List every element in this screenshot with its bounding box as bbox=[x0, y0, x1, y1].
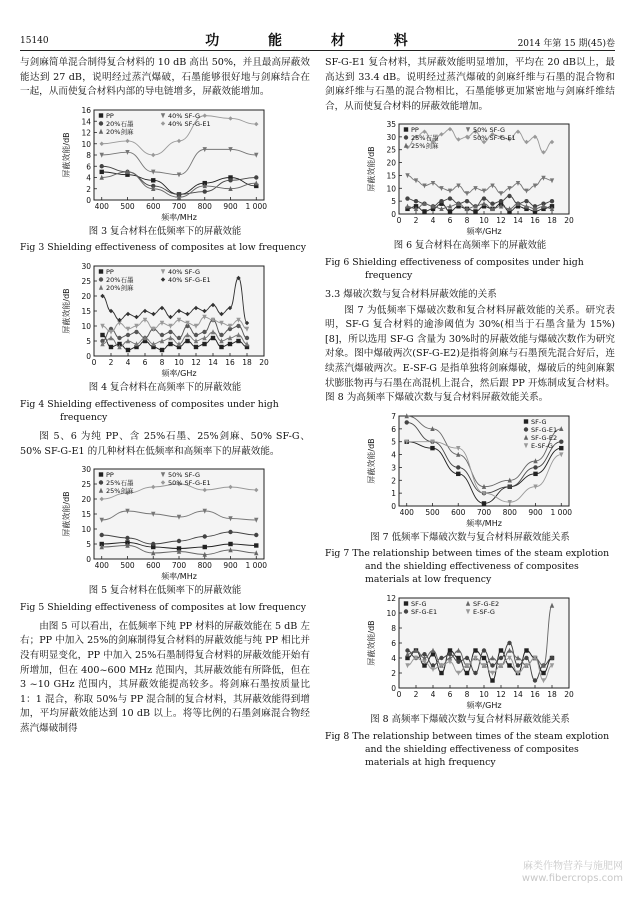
data-point bbox=[254, 543, 258, 547]
x-tick-label: 600 bbox=[451, 507, 466, 517]
fig7-chart bbox=[365, 410, 575, 530]
y-tick-label: 8 bbox=[86, 150, 91, 160]
x-axis-label: 频率/GHz bbox=[466, 227, 502, 237]
fig3-chart bbox=[60, 104, 270, 224]
data-point bbox=[524, 649, 528, 653]
y-axis-label: 屏蔽效能/dB bbox=[62, 288, 71, 335]
issue-info: 2014 年第 15 期(45)卷 bbox=[517, 39, 615, 49]
legend-marker bbox=[99, 278, 103, 282]
legend-label: PP bbox=[411, 126, 419, 135]
data-point bbox=[177, 336, 181, 340]
y-tick-label: 15 bbox=[81, 510, 91, 520]
y-tick-label: 16 bbox=[81, 105, 91, 115]
y-tick-label: 5 bbox=[391, 437, 396, 447]
x-tick-label: 1 000 bbox=[245, 561, 268, 571]
y-tick-label: 2 bbox=[86, 184, 91, 194]
paragraph-fig56-intro: 图 5、6 为纯 PP、含 25%石墨、25%剑麻、50% SF-G、50% SF-G-E1 的几种材料在低频率和高频率下的屏蔽效能。 bbox=[20, 430, 310, 457]
y-tick-label: 25 bbox=[81, 480, 91, 490]
data-point bbox=[228, 530, 232, 534]
x-tick-label: 1 000 bbox=[550, 507, 573, 517]
x-tick-label: 400 bbox=[94, 201, 109, 211]
fig4-chart bbox=[60, 260, 270, 380]
y-tick-label: 10 bbox=[81, 525, 91, 535]
x-tick-label: 18 bbox=[547, 690, 557, 700]
x-axis-label: 频率/GHz bbox=[161, 369, 197, 379]
data-point bbox=[507, 664, 511, 668]
legend-label: 40% SF-G-E1 bbox=[168, 119, 211, 128]
legend-label: 20%剑麻 bbox=[106, 284, 134, 293]
y-tick-label: 2 bbox=[391, 669, 396, 679]
y-tick-label: 5 bbox=[86, 540, 91, 550]
data-point bbox=[448, 210, 452, 214]
y-tick-label: 20 bbox=[386, 158, 396, 168]
legend-label: SF-G bbox=[531, 417, 547, 426]
data-point bbox=[550, 656, 554, 660]
x-tick-label: 1 000 bbox=[245, 201, 268, 211]
data-point bbox=[168, 342, 172, 346]
y-tick-label: 30 bbox=[81, 465, 91, 475]
data-point bbox=[456, 471, 460, 475]
legend-label: 25%石墨 bbox=[106, 479, 134, 488]
fig3-caption-cn: 图 3 复合材料在低频率下的屏蔽效能 bbox=[88, 225, 242, 237]
data-point bbox=[482, 656, 486, 660]
x-tick-label: 600 bbox=[146, 561, 161, 571]
x-tick-label: 8 bbox=[159, 358, 165, 368]
data-point bbox=[203, 545, 207, 549]
x-axis-label: 频率/GHz bbox=[466, 701, 502, 711]
data-point bbox=[203, 534, 207, 538]
y-tick-label: 35 bbox=[386, 120, 396, 130]
x-tick-label: 12 bbox=[191, 358, 201, 368]
data-point bbox=[168, 330, 172, 334]
data-point bbox=[516, 664, 520, 668]
y-tick-label: 25 bbox=[386, 146, 396, 156]
data-point bbox=[160, 348, 164, 352]
data-point bbox=[211, 336, 215, 340]
legend-label: E-SF-G bbox=[473, 608, 495, 617]
data-point bbox=[245, 336, 249, 340]
x-tick-label: 14 bbox=[513, 690, 523, 700]
watermark bbox=[522, 861, 623, 885]
data-point bbox=[430, 446, 434, 450]
legend-label: 50% SF-G bbox=[168, 471, 200, 480]
legend-marker bbox=[99, 472, 103, 476]
y-tick-label: 20 bbox=[81, 495, 91, 505]
x-tick-label: 14 bbox=[513, 216, 523, 226]
x-tick-label: 12 bbox=[496, 690, 506, 700]
data-point bbox=[473, 671, 477, 675]
y-tick-label: 2 bbox=[391, 476, 396, 486]
data-point bbox=[456, 660, 460, 664]
fig6-chart bbox=[365, 118, 575, 238]
y-tick-label: 5 bbox=[391, 197, 396, 207]
y-tick-label: 7 bbox=[391, 411, 396, 421]
fig4-caption-cn: 图 4 复合材料在高频率下的屏蔽效能 bbox=[88, 382, 242, 394]
paragraph-right-mid: 图 7 为低频率下爆破次数和复合材料屏蔽效能的关系。研究表明，SF-G 复合材料的逾渗阈值为 30%(相当于石墨含量为 15%)[8]，所以选用 SF-G 含量为 30%时的屏蔽效能与爆破次数作为研究对象。图中爆破两次(SF-G-E2)是指将剑麻与石墨预先混合好后，连续蒸汽爆破两次。E-SF-G 是指单独将剑麻爆破，爆破后的纯剑麻絮状膨胀物再与石墨在高混机上混合，然后跟 PP 开炼制成复合材料。图 8 为高频率下爆破次数与复合材料屏蔽效能关系。 bbox=[325, 304, 615, 404]
x-tick-label: 10 bbox=[174, 358, 184, 368]
right-column bbox=[325, 56, 615, 775]
legend-label: PP bbox=[106, 471, 114, 480]
data-point bbox=[126, 348, 130, 352]
paragraph-right-top: SF-G-E1 复合材料，其屏蔽效能明显增加，平均在 20 dB以上，最高达到 33.4 dB。说明经过蒸汽爆破的剑麻纤维与石墨的混合物和剑麻纤维与石墨的混合物相比，石墨能够更加紧密地与剑麻纤维结合，从而使复合材料的屏蔽效能增加。 bbox=[325, 57, 615, 112]
data-point bbox=[508, 484, 512, 488]
data-point bbox=[533, 471, 537, 475]
fig7-caption-cn: 图 7 低频率下爆破次数与复合材料屏蔽效能关系 bbox=[370, 531, 570, 543]
data-point bbox=[482, 501, 486, 505]
x-tick-label: 500 bbox=[120, 201, 135, 211]
legend-marker bbox=[404, 136, 408, 140]
y-axis-label: 屏蔽效能/dB bbox=[367, 146, 376, 193]
page-number: 15140 bbox=[20, 36, 49, 46]
data-point bbox=[533, 679, 537, 683]
y-tick-label: 6 bbox=[391, 639, 396, 649]
y-tick-label: 30 bbox=[81, 262, 91, 272]
y-tick-label: 0 bbox=[391, 684, 396, 694]
y-tick-label: 30 bbox=[386, 133, 396, 143]
legend-marker bbox=[524, 427, 528, 431]
x-tick-label: 800 bbox=[197, 201, 212, 211]
data-point bbox=[439, 671, 443, 675]
data-point bbox=[134, 330, 138, 334]
paragraph-left-bottom: 由图 5 可以看出，在低频率下纯 PP 材料的屏蔽效能在 5 dB 左右；PP 中加入 25%的剑麻制得复合材料的屏蔽效能与纯 PP 相比并没有明显变化，PP 中加入 25%石墨制得复合材料的屏蔽效能开始有所增加，但在 400~600 MHz 范围内，其屏蔽效能有所降低，但在 3 ~10 GHz 范围内，其屏蔽效能提高较多。将剑麻石墨按质量比 1：1 混合，称取 50%与 PP 混合制的复合材料，其屏蔽效能得到增加，平均屏蔽效能达到 10 dB 以上。将等比例的石墨剑麻混合物经蒸汽爆破制得 bbox=[20, 620, 310, 734]
x-tick-label: 900 bbox=[223, 201, 238, 211]
fig5-chart bbox=[60, 463, 270, 583]
data-point bbox=[202, 330, 206, 334]
y-tick-label: 4 bbox=[391, 450, 396, 460]
legend-label: 40% SF-G bbox=[168, 268, 200, 277]
y-axis-label: 屏蔽效能/dB bbox=[367, 620, 376, 666]
data-point bbox=[228, 178, 232, 182]
data-point bbox=[533, 465, 537, 469]
data-point bbox=[524, 199, 528, 203]
data-point bbox=[499, 199, 503, 203]
legend-label: 25%石墨 bbox=[411, 134, 439, 143]
data-point bbox=[490, 202, 494, 206]
legend-label: 20%剑麻 bbox=[106, 127, 134, 136]
x-tick-label: 4 bbox=[430, 690, 436, 700]
data-point bbox=[151, 542, 155, 546]
x-tick-label: 800 bbox=[502, 507, 517, 517]
legend-label: 50% SF-G-E1 bbox=[473, 134, 516, 143]
data-point bbox=[473, 210, 477, 214]
data-point bbox=[405, 656, 409, 660]
data-point bbox=[219, 333, 223, 337]
y-tick-label: 6 bbox=[391, 424, 396, 434]
fig6-caption-cn: 图 6 复合材料在高频率下的屏蔽效能 bbox=[393, 240, 547, 252]
fig8-caption-cn: 图 8 高频率下爆破次数与复合材料屏蔽效能关系 bbox=[370, 714, 570, 726]
x-tick-label: 10 bbox=[479, 216, 489, 226]
data-point bbox=[448, 649, 452, 653]
data-point bbox=[236, 339, 240, 343]
x-tick-label: 14 bbox=[208, 358, 218, 368]
data-point bbox=[431, 664, 435, 668]
data-point bbox=[109, 345, 113, 349]
x-tick-label: 700 bbox=[171, 201, 187, 211]
legend-marker bbox=[99, 480, 103, 484]
data-point bbox=[448, 197, 452, 201]
y-tick-label: 15 bbox=[81, 307, 91, 317]
legend-label: 20%石墨 bbox=[106, 119, 134, 128]
x-tick-label: 16 bbox=[530, 216, 540, 226]
data-point bbox=[254, 175, 258, 179]
legend-marker bbox=[524, 419, 528, 423]
y-tick-label: 25 bbox=[81, 277, 91, 287]
data-point bbox=[194, 345, 198, 349]
data-point bbox=[439, 199, 443, 203]
data-point bbox=[236, 324, 240, 328]
y-axis-label: 屏蔽效能/dB bbox=[62, 491, 71, 537]
legend-marker bbox=[404, 128, 408, 132]
x-tick-label: 500 bbox=[120, 561, 135, 571]
legend-label: SF-G-E2 bbox=[473, 600, 500, 609]
x-tick-label: 10 bbox=[479, 690, 489, 700]
legend-marker bbox=[99, 113, 103, 117]
fig7-caption-en: Fig 7 The relationship between times of the steam explotion and the shielding effectiveness of composites materials at low frequency bbox=[325, 548, 610, 586]
x-tick-label: 6 bbox=[447, 216, 453, 226]
data-point bbox=[100, 533, 104, 537]
data-point bbox=[456, 465, 460, 469]
watermark-line-2: www.fibercrops.com bbox=[521, 873, 623, 884]
fig6-caption-en: Fig 6 Shielding effectiveness of composites under high frequency bbox=[325, 256, 584, 281]
x-tick-label: 600 bbox=[146, 201, 161, 211]
data-point bbox=[431, 652, 435, 656]
data-point bbox=[559, 439, 563, 443]
x-tick-label: 500 bbox=[425, 507, 440, 517]
x-tick-label: 6 bbox=[447, 690, 453, 700]
left-column bbox=[20, 56, 310, 737]
y-tick-label: 0 bbox=[86, 352, 91, 362]
legend-marker bbox=[99, 121, 103, 125]
y-tick-label: 12 bbox=[386, 594, 396, 604]
y-tick-label: 0 bbox=[391, 210, 396, 220]
y-tick-label: 8 bbox=[391, 624, 396, 634]
x-tick-label: 700 bbox=[171, 561, 187, 571]
x-tick-label: 800 bbox=[197, 561, 212, 571]
x-axis-label: 频率/MHz bbox=[161, 572, 197, 582]
x-tick-label: 0 bbox=[396, 216, 402, 226]
data-point bbox=[126, 333, 130, 337]
x-tick-label: 2 bbox=[413, 690, 419, 700]
data-point bbox=[541, 671, 545, 675]
x-tick-label: 6 bbox=[142, 358, 148, 368]
legend-label: 40% SF-G-E1 bbox=[168, 276, 211, 285]
legend-label: SF-G bbox=[411, 600, 427, 609]
legend-label: 25%剑麻 bbox=[106, 487, 134, 496]
y-tick-label: 4 bbox=[86, 173, 91, 183]
x-tick-label: 700 bbox=[476, 507, 492, 517]
y-axis-label: 屏蔽效能/dB bbox=[62, 132, 71, 178]
y-tick-label: 0 bbox=[86, 555, 91, 565]
x-tick-label: 4 bbox=[430, 216, 436, 226]
data-point bbox=[100, 164, 104, 168]
data-point bbox=[465, 656, 469, 660]
data-point bbox=[194, 333, 198, 337]
x-axis-label: 频率/MHz bbox=[466, 518, 502, 528]
data-point bbox=[465, 199, 469, 203]
y-tick-label: 10 bbox=[386, 184, 396, 194]
data-point bbox=[465, 671, 469, 675]
section-heading-3-3: 3.3 爆破次数与复合材料屏蔽效能的关系 bbox=[325, 288, 497, 300]
data-point bbox=[507, 194, 511, 198]
data-point bbox=[490, 679, 494, 683]
data-point bbox=[219, 345, 223, 349]
fig4-caption-en: Fig 4 Shielding effectiveness of composites under high frequency bbox=[20, 398, 279, 423]
data-point bbox=[203, 189, 207, 193]
y-tick-label: 15 bbox=[386, 171, 396, 181]
x-tick-label: 0 bbox=[91, 358, 97, 368]
journal-title: 功 能 材 料 bbox=[205, 33, 430, 49]
x-tick-label: 16 bbox=[225, 358, 235, 368]
data-point bbox=[559, 446, 563, 450]
y-axis-label: 屏蔽效能/dB bbox=[367, 438, 376, 484]
watermark-line-1: 麻类作物营养与施肥网 bbox=[523, 861, 623, 872]
y-tick-label: 1 bbox=[391, 488, 396, 498]
data-point bbox=[482, 197, 486, 201]
legend-label: PP bbox=[106, 268, 114, 277]
y-tick-label: 6 bbox=[86, 162, 91, 172]
data-point bbox=[524, 656, 528, 660]
legend-label: 50% SF-G bbox=[473, 126, 505, 135]
data-point bbox=[499, 649, 503, 653]
x-tick-label: 0 bbox=[396, 690, 402, 700]
data-point bbox=[499, 656, 503, 660]
data-point bbox=[254, 533, 258, 537]
x-tick-label: 20 bbox=[564, 690, 574, 700]
data-point bbox=[160, 333, 164, 337]
y-tick-label: 20 bbox=[81, 292, 91, 302]
data-point bbox=[117, 336, 121, 340]
data-point bbox=[125, 536, 129, 540]
fig8-caption-en: Fig 8 The relationship between times of the steam explotion and the shielding effectiveness of composites materials at high frequency bbox=[325, 730, 610, 768]
y-tick-label: 0 bbox=[86, 195, 91, 205]
y-tick-label: 10 bbox=[81, 322, 91, 332]
legend-marker bbox=[404, 602, 408, 606]
data-point bbox=[473, 649, 477, 653]
x-tick-label: 400 bbox=[94, 561, 109, 571]
paragraph-left-top: 与剑麻简单混合制得复合材料的 10 dB 高出 50%，并且最高屏蔽效能达到 27 dB，说明经过蒸汽爆破，石墨能够很好地与剑麻结合在一起，从而使复合材料内部的导电链增多，屏蔽效能增加。 bbox=[20, 57, 310, 98]
legend-label: 20%石墨 bbox=[106, 276, 134, 285]
x-tick-label: 900 bbox=[223, 561, 238, 571]
y-tick-label: 0 bbox=[391, 501, 396, 511]
data-point bbox=[151, 178, 155, 182]
legend-marker bbox=[99, 270, 103, 274]
x-tick-label: 2 bbox=[108, 358, 114, 368]
legend-label: SF-G-E1 bbox=[531, 425, 558, 434]
data-point bbox=[550, 199, 554, 203]
x-tick-label: 4 bbox=[125, 358, 131, 368]
x-tick-label: 18 bbox=[547, 216, 557, 226]
x-tick-label: 20 bbox=[564, 216, 574, 226]
legend-label: 40% SF-G bbox=[168, 111, 200, 120]
data-point bbox=[202, 342, 206, 346]
y-tick-label: 10 bbox=[81, 139, 91, 149]
legend-label: SF-G-E1 bbox=[411, 608, 438, 617]
legend-label: 25%剑麻 bbox=[411, 142, 439, 151]
x-tick-label: 2 bbox=[413, 216, 419, 226]
data-point bbox=[405, 420, 409, 424]
legend-marker bbox=[404, 610, 408, 614]
x-tick-label: 8 bbox=[464, 216, 470, 226]
data-point bbox=[456, 656, 460, 660]
data-point bbox=[228, 342, 232, 346]
legend-label: PP bbox=[106, 111, 114, 120]
legend-label: 50% SF-G-E1 bbox=[168, 479, 211, 488]
fig5-caption-en: Fig 5 Shielding effectiveness of composites at low frequency bbox=[20, 601, 306, 613]
fig3-caption-en: Fig 3 Shielding effectiveness of composites at low frequency bbox=[20, 242, 306, 254]
data-point bbox=[100, 169, 104, 173]
data-point bbox=[414, 199, 418, 203]
data-point bbox=[482, 649, 486, 653]
legend-label: E-SF-G bbox=[531, 441, 553, 450]
x-tick-label: 20 bbox=[259, 358, 269, 368]
data-point bbox=[507, 641, 511, 645]
data-point bbox=[422, 210, 426, 214]
x-tick-label: 16 bbox=[530, 690, 540, 700]
fig5-caption-cn: 图 5 复合材料在低频率下的屏蔽效能 bbox=[88, 585, 242, 597]
x-tick-label: 400 bbox=[399, 507, 414, 517]
x-axis-label: 频率/MHz bbox=[161, 212, 197, 222]
x-tick-label: 900 bbox=[528, 507, 543, 517]
data-point bbox=[490, 664, 494, 668]
legend-label: SF-G-E2 bbox=[531, 433, 558, 442]
x-tick-label: 12 bbox=[496, 216, 506, 226]
y-tick-label: 12 bbox=[81, 128, 91, 138]
y-tick-label: 3 bbox=[391, 463, 396, 473]
data-point bbox=[185, 339, 189, 343]
data-point bbox=[100, 333, 104, 337]
data-point bbox=[405, 197, 409, 201]
header-rule bbox=[20, 50, 615, 51]
data-point bbox=[439, 656, 443, 660]
x-tick-label: 8 bbox=[464, 690, 470, 700]
x-tick-label: 18 bbox=[242, 358, 252, 368]
y-tick-label: 5 bbox=[86, 337, 91, 347]
y-tick-label: 4 bbox=[391, 654, 396, 664]
y-tick-label: 10 bbox=[386, 609, 396, 619]
data-point bbox=[228, 542, 232, 546]
fig8-chart bbox=[365, 592, 575, 712]
data-point bbox=[177, 539, 181, 543]
y-tick-label: 14 bbox=[81, 117, 91, 127]
